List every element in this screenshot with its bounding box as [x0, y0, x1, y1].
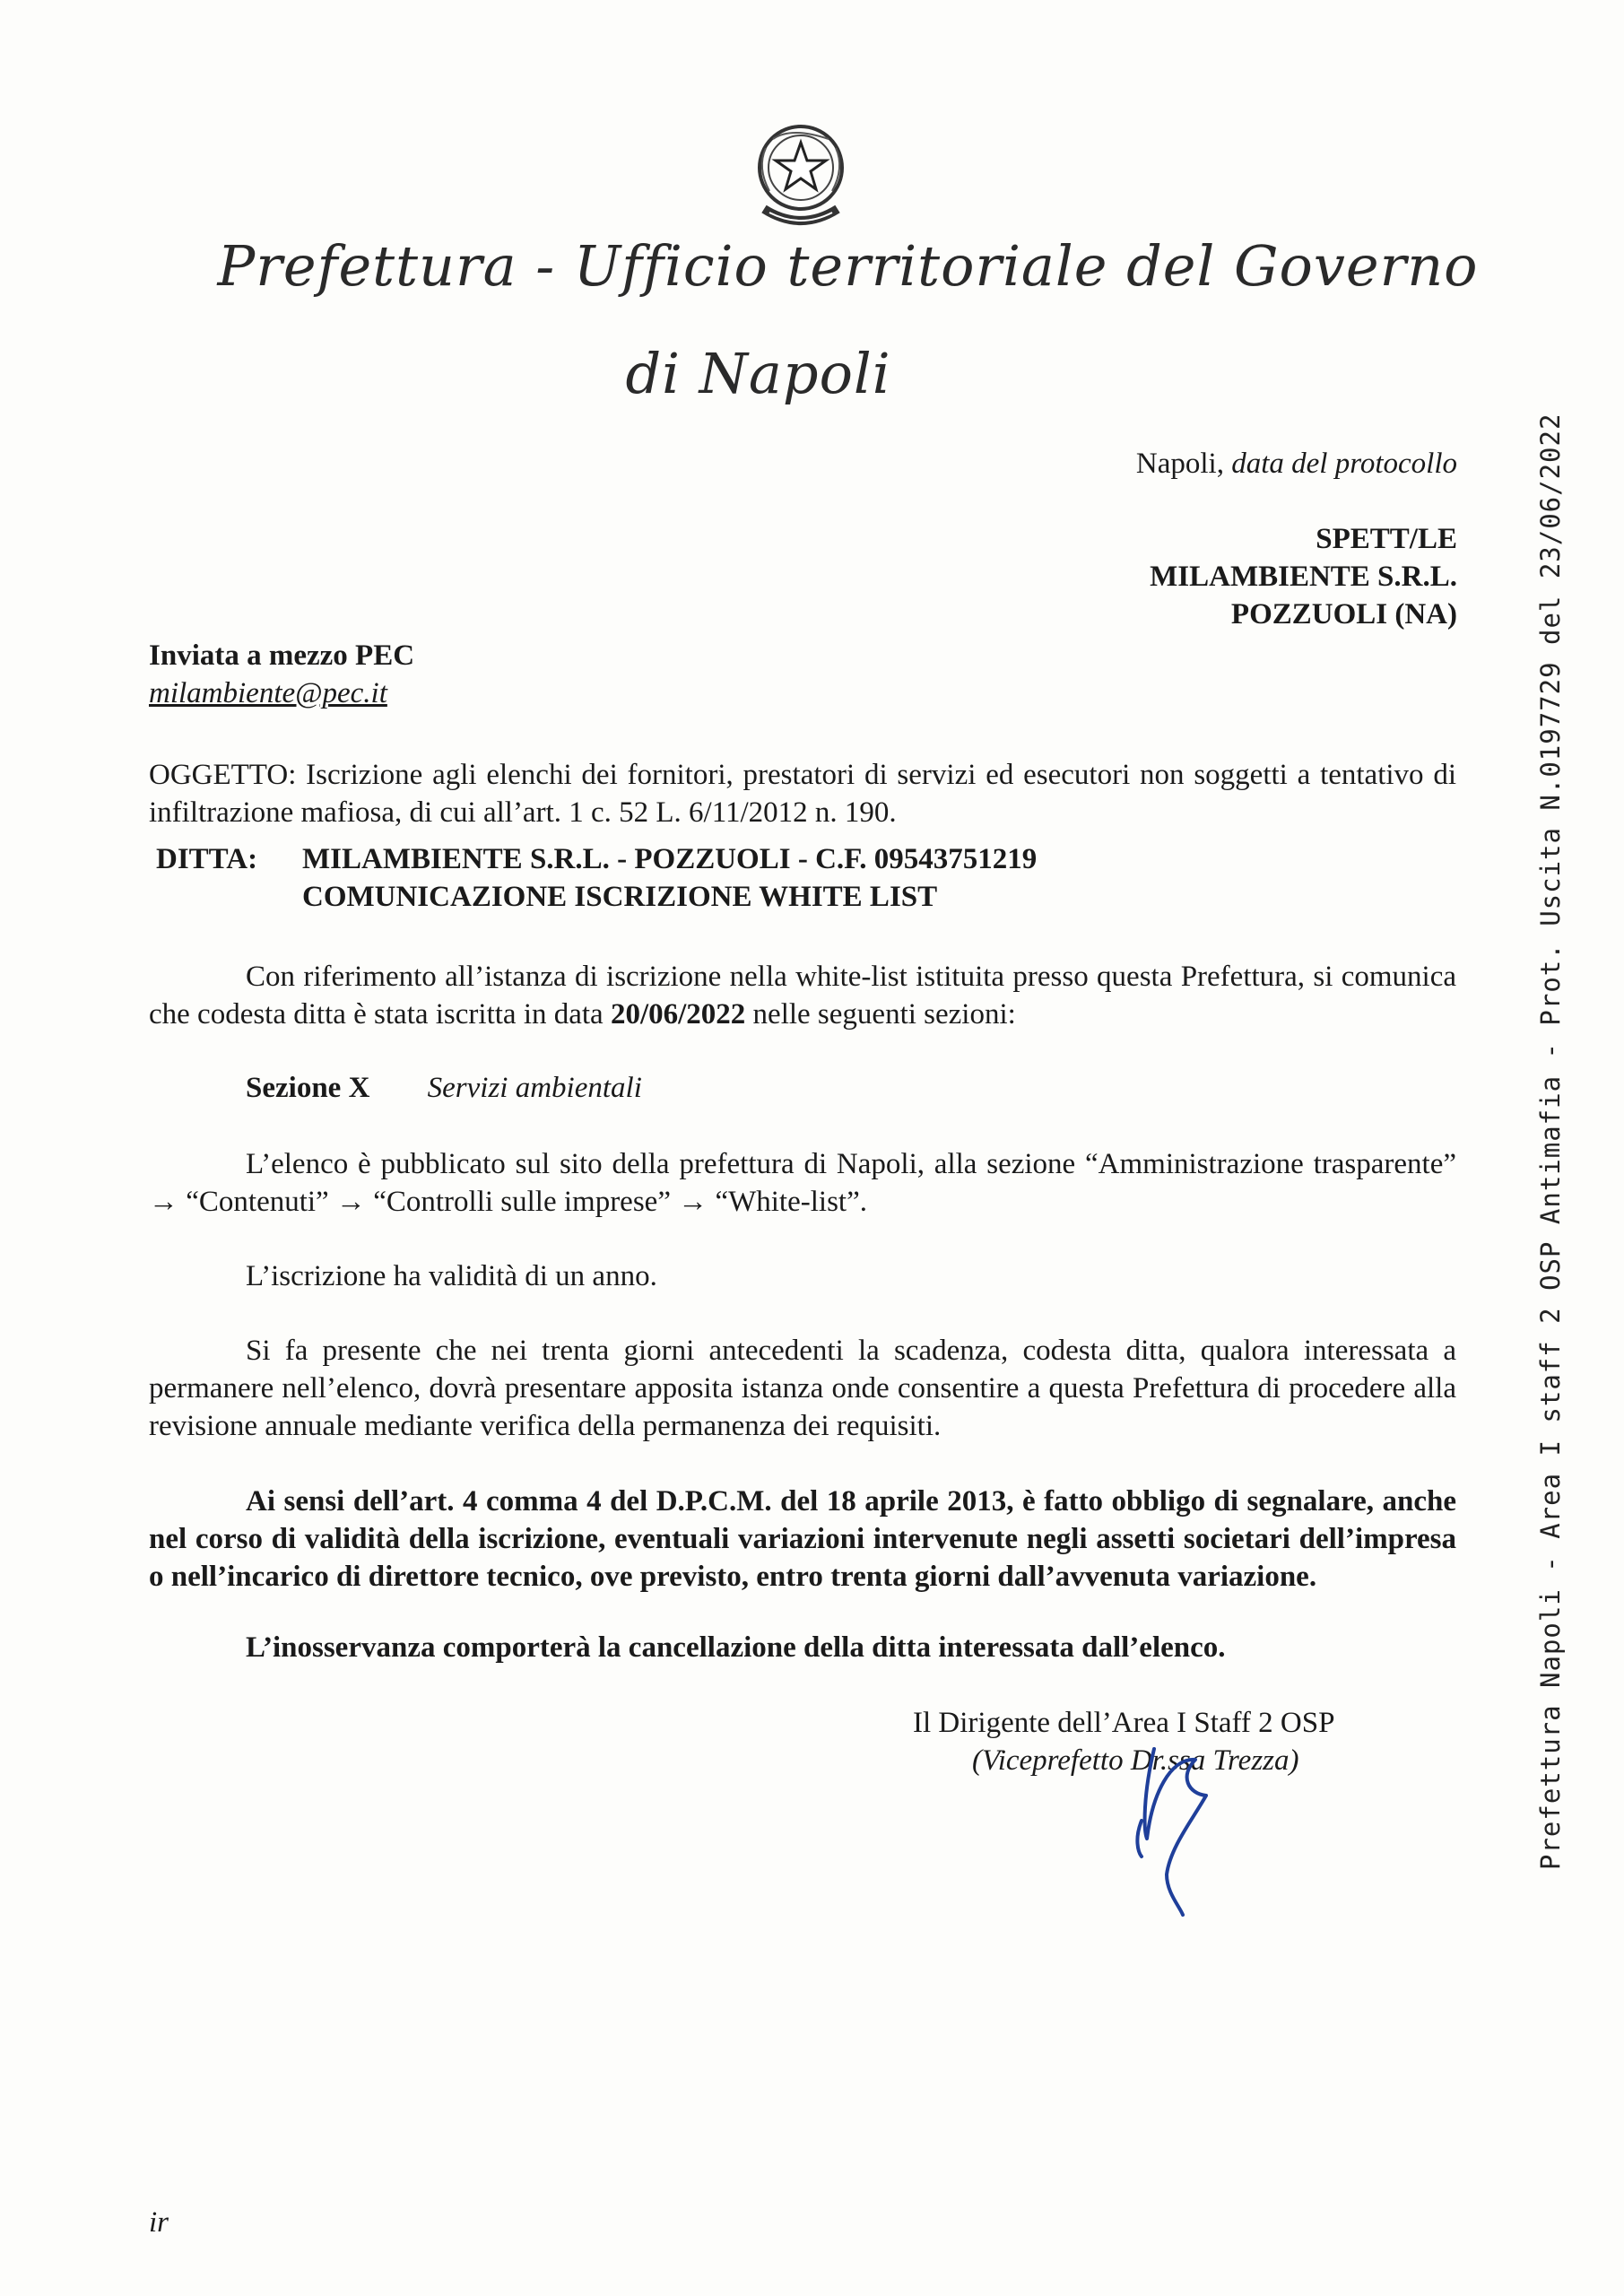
subject-text: Iscrizione agli elenchi dei fornitori, prestatori di servizi ed esecutori non soggetti a tentativo di infiltrazione mafiosa, di cui all’art. 1 c. 52 L. 6/11/2012 n. 190.	[149, 759, 1456, 829]
date-value: data del protocollo	[1231, 448, 1457, 480]
signature-name: (Viceprefetto Dr.ssa Trezza)	[972, 1744, 1299, 1777]
recipient-block	[1150, 520, 1457, 633]
handwritten-signature	[1107, 1740, 1251, 1919]
paragraph-obligation: Ai sensi dell’art. 4 comma 4 del D.P.C.M. del 18 aprile 2013, è fatto obbligo di segnalare, anche nel corso di validità della iscrizione, eventuali variazioni intervenute negli assetti societari dell’impresa o nell’incarico di direttore tecnico, ove previsto, entro trenta giorni dall’avvenuta variazione.	[149, 1485, 1456, 1593]
protocol-stamp: Prefettura Napoli - Area I staff 2 OSP Antimafia - Prot. Uscita N.0197729 del 23/06/2022	[1535, 413, 1566, 1870]
p1-end: nelle seguenti sezioni:	[745, 998, 1016, 1031]
subject-label: OGGETTO:	[149, 759, 297, 791]
company-line1: MILAMBIENTE S.R.L. - POZZUOLI - C.F. 09543751219	[302, 843, 1038, 875]
delivery-block	[149, 637, 414, 712]
section-line	[246, 1069, 642, 1107]
section-label: Sezione X	[246, 1072, 370, 1104]
recipient-salutation: SPETT/LE	[1316, 523, 1457, 555]
paragraph-cancellation: L’inosservanza comporterà la cancellazione della ditta interessata dall’elenco.	[246, 1631, 1226, 1664]
paragraph-publication: L’elenco è pubblicato sul sito della prefettura di Napoli, alla sezione “Amministrazione trasparente” → “Contenuti” → “Controlli sulle imprese” → “White-list”.	[149, 1148, 1456, 1218]
paragraph-renewal: Si fa presente che nei trenta giorni antecedenti la scadenza, codesta ditta, qualora interessata a permanere nell’elenco, dovrà presentare apposita istanza onde consentire a questa Prefettura di procedere alla revisione annuale mediante verifica della permanenza dei requisiti.	[149, 1335, 1456, 1442]
delivery-method: Inviata a mezzo PEC	[149, 639, 415, 672]
recipient-company: MILAMBIENTE S.R.L.	[1150, 561, 1457, 593]
section-name: Servizi ambientali	[427, 1072, 642, 1104]
footer-initials: ir	[149, 2206, 169, 2239]
company-line2: COMUNICAZIONE ISCRIZIONE WHITE LIST	[302, 881, 938, 913]
registration-date: 20/06/2022	[610, 998, 746, 1031]
office-title-line2: di Napoli	[625, 341, 891, 406]
signature-role: Il Dirigente dell’Area I Staff 2 OSP	[913, 1707, 1335, 1739]
paragraph-validity: L’iscrizione ha validità di un anno.	[246, 1260, 657, 1292]
subject-block	[149, 756, 1456, 831]
paragraph-registration	[149, 958, 1456, 1033]
italian-republic-emblem-icon	[746, 112, 855, 238]
pec-email-link[interactable]: milambiente@pec.it	[149, 677, 387, 709]
date-place: Napoli,	[1135, 448, 1224, 480]
recipient-city: POZZUOLI (NA)	[1230, 598, 1457, 631]
date-line	[1136, 445, 1457, 483]
company-label: DITTA:	[156, 843, 258, 875]
p1-start: Con riferimento all’istanza di iscrizione nella white-list istituita presso questa Prefettura, si comunica che codesta ditta è stata iscritta in data	[149, 961, 1456, 1031]
company-line-block	[302, 840, 1037, 916]
office-title-line1: Prefettura - Ufficio territoriale del Governo	[217, 233, 1479, 299]
